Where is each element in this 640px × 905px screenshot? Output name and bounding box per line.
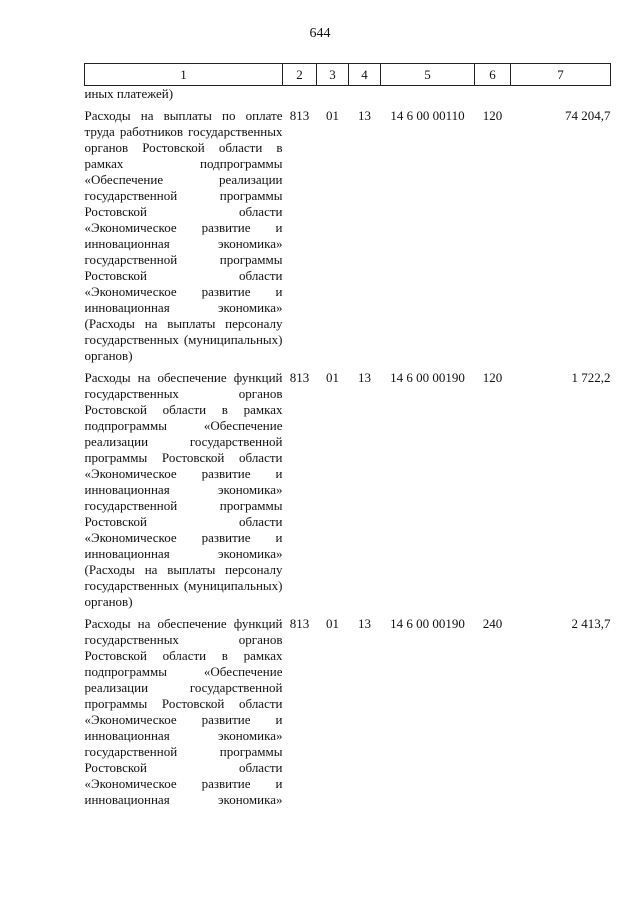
row-subsection-code: 13 bbox=[358, 108, 371, 123]
column-header-6: 6 bbox=[475, 64, 511, 86]
row-target-article: 14 6 00 00110 bbox=[390, 108, 465, 123]
row-section-code: 01 bbox=[326, 616, 339, 631]
column-header-5: 5 bbox=[381, 64, 475, 86]
column-header-2: 2 bbox=[283, 64, 317, 86]
row-section-code: 01 bbox=[326, 370, 339, 385]
row-amount: 1 722,2 bbox=[571, 370, 611, 385]
row-description: Расходы на выплаты по оплате труда работников государственных органов Ростовской области в рамках подпрограммы «Обеспечение реализации государственной программы Ростовской области «Экономическое развитие и инновационная экономика» государственной программы Ростовской области «Экономическое развитие и инновационная экономика» (Расходы на выплаты персоналу государственных (муниципальных) органов) bbox=[84, 108, 283, 363]
row-description: Расходы на обеспечение функций государственных органов Ростовской области в рамках подпрограммы «Обеспечение реализации государственной программы Ростовской области «Экономическое развитие и инновационная экономика» государственной программы Ростовской области «Экономическое развитие и инновационная экономика» bbox=[84, 616, 283, 807]
column-header-4: 4 bbox=[349, 64, 381, 86]
row-amount: 74 204,7 bbox=[565, 108, 611, 123]
row-expense-type: 120 bbox=[482, 370, 503, 385]
row-amount: 2 413,7 bbox=[571, 616, 611, 631]
row-ministry-code: 813 bbox=[289, 616, 310, 631]
row-ministry-code: 813 bbox=[289, 108, 310, 123]
table-row bbox=[85, 106, 611, 368]
table-row bbox=[85, 368, 611, 614]
row-target-article: 14 6 00 00190 bbox=[390, 370, 465, 385]
header-row bbox=[85, 64, 611, 86]
budget-table bbox=[84, 63, 611, 812]
row-description: Расходы на обеспечение функций государственных органов Ростовской области в рамках подпрограммы «Обеспечение реализации государственной программы Ростовской области «Экономическое развитие и инновационная экономика» государственной программы Ростовской области «Экономическое развитие и инновационная экономика» (Расходы на выплаты персоналу государственных (муниципальных) органов) bbox=[84, 370, 283, 609]
row-subsection-code: 13 bbox=[358, 616, 371, 631]
column-header-7: 7 bbox=[511, 64, 611, 86]
row-expense-type: 120 bbox=[482, 108, 503, 123]
row-section-code: 01 bbox=[326, 108, 339, 123]
continuation-row bbox=[85, 86, 611, 107]
page-number: 644 bbox=[309, 26, 331, 41]
column-header-3: 3 bbox=[317, 64, 349, 86]
row-ministry-code: 813 bbox=[289, 370, 310, 385]
column-header-1: 1 bbox=[85, 64, 283, 86]
row-target-article: 14 6 00 00190 bbox=[390, 616, 465, 631]
continuation-text: иных платежей) bbox=[84, 86, 174, 101]
row-subsection-code: 13 bbox=[358, 370, 371, 385]
row-expense-type: 240 bbox=[482, 616, 503, 631]
table-row bbox=[85, 614, 611, 812]
